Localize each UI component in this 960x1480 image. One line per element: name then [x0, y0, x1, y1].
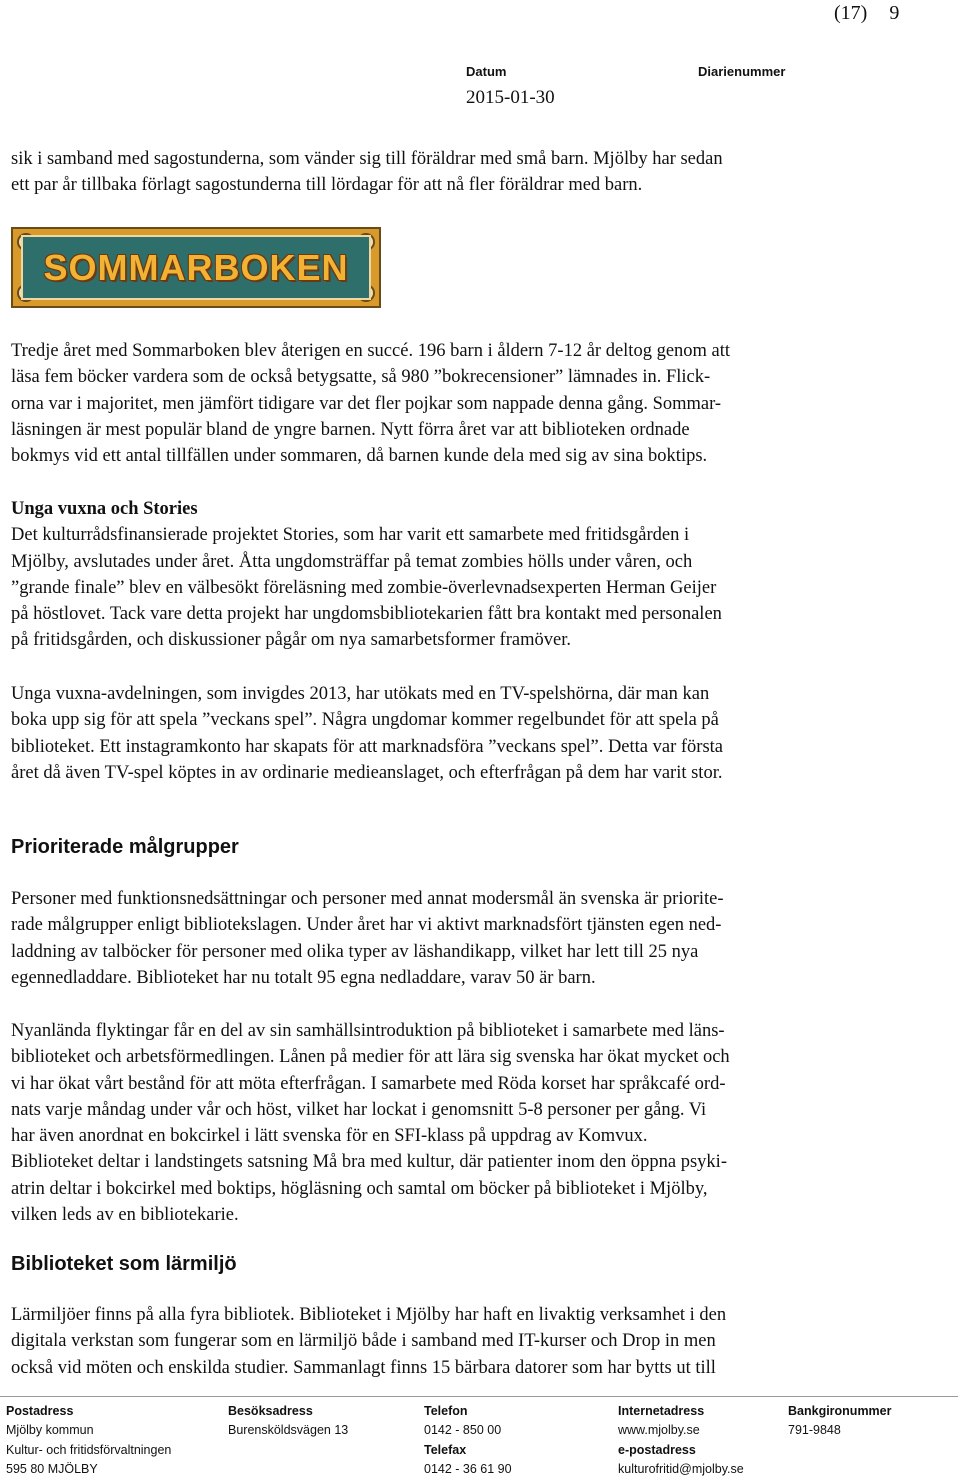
email-label: e-postadress	[618, 1442, 696, 1457]
fax-label: Telefax	[424, 1442, 467, 1457]
text-line: året då även TV-spel köptes in av ordinarie medieanslaget, och efterfrågan på dem har varit stor.	[11, 762, 723, 783]
text-line: vilken leds av en bibliotekarie.	[11, 1205, 239, 1226]
text-line: laddning av talböcker för personer med olika typer av läshandikapp, vilket har lett till 25 nya	[11, 941, 699, 962]
postal-line: Mjölby kommun	[6, 1423, 94, 1438]
stories-title: Unga vuxna och Stories	[11, 499, 198, 519]
page-number-header	[834, 2, 899, 25]
footer-web	[618, 1402, 744, 1480]
sommarboken-banner	[11, 227, 381, 308]
section-heading-prioritized-groups: Prioriterade målgrupper	[11, 836, 239, 858]
text-line: läsningen är mest populär bland de yngre barnen. Nytt förra året var att biblioteken ordnade	[11, 419, 690, 440]
text-line: biblioteket och arbetsförmedlingen. Lånen på medier för att lära sig svenska har ökat mycket och	[11, 1047, 730, 1068]
footer-postal	[6, 1402, 171, 1480]
text-line: digitala verkstan som fungerar som en lärmiljö både i samband med IT-kurser och Drop in men	[11, 1331, 716, 1352]
intro-paragraph	[11, 146, 911, 199]
text-line: ”grande finale” blev en välbesökt föreläsning med zombie-överlevnadsexperten Herman Geijer	[11, 577, 717, 598]
text-line: vi har ökat vårt bestånd för att möta efterfrågan. I samarbete med Röda korset har språkcafé ord-	[11, 1073, 726, 1094]
text-line: nats varje måndag under vår och höst, vilket har lockat i genomsnitt 5-8 personer per gång. Vi	[11, 1099, 707, 1120]
text-line: bokmys vid ett antal tillfällen under sommaren, då barnen kunde dela med sig av sina boktips.	[11, 446, 708, 467]
text-line: läsa fem böcker vardera som de också betygsatte, så 980 ”bokrecensioner” lämnades in. Flick-	[11, 367, 711, 388]
web-label: Internetadress	[618, 1404, 705, 1418]
fax-value: 0142 - 36 61 90	[424, 1462, 512, 1477]
text-line: Personer med funktionsnedsättningar och personer med annat modersmål än svenska är priorite-	[11, 889, 724, 909]
banner-logo-text: SOMMARBOKEN	[43, 247, 349, 288]
text-line: också vid möten och enskilda studier. Sammanlagt finns 15 bärbara datorer som har bytts ut till	[11, 1357, 716, 1378]
phone-value: 0142 - 850 00	[424, 1423, 502, 1438]
text-line: Det kulturrådsfinansierade projektet Stories, som har varit ett samarbete med fritidsgården i	[11, 525, 690, 546]
bankgiro-label: Bankgironummer	[788, 1404, 892, 1418]
date-label: Datum	[466, 64, 507, 79]
page-ref: (17)	[834, 2, 868, 24]
text-line: atrin deltar i bokcirkel med boktips, högläsning och samtal om böcker på biblioteket i Mjölby,	[11, 1178, 708, 1199]
text-line: boka upp sig för att spela ”veckans spel”. Några ungdomar kommer regelbundet för att spela på	[11, 710, 719, 731]
learning-environment-paragraph	[11, 1302, 911, 1381]
text-line: rade målgrupper enligt bibliotekslagen. Under året har vi aktivt marknadsfört tjänsten egen ned-	[11, 915, 722, 936]
text-line: har även anordnat en bokcirkel i lätt svenska för en SFI-klass på uppdrag av Komvux.	[11, 1126, 648, 1147]
text-line: Unga vuxna-avdelningen, som invigdes 2013, har utökats med en TV-spelshörna, där man kan	[11, 684, 710, 704]
footer-bankgiro	[788, 1402, 892, 1441]
date-value: 2015-01-30	[466, 87, 555, 108]
tv-games-paragraph	[11, 681, 911, 786]
postal-label: Postadress	[6, 1404, 74, 1418]
footer-phone	[424, 1402, 512, 1480]
visit-label: Besöksadress	[228, 1404, 313, 1418]
intro-line: sik i samband med sagostunderna, som vänder sig till föräldrar med små barn. Mjölby har sedan	[11, 149, 723, 169]
text-line: på höstlovet. Tack vare detta projekt har ungdomsbibliotekarien fått bra kontakt med personalen	[11, 604, 722, 625]
footer-visit	[228, 1402, 348, 1441]
text-line: biblioteket. Ett instagramkonto har skapats för att marknadsföra ”veckans spel”. Detta var första	[11, 736, 724, 757]
text-line: Mjölby, avslutades under året. Åtta ungdomsträffar på temat zombies hölls under våren, och	[11, 551, 693, 572]
text-line: Biblioteket deltar i landstingets satsning Må bra med kultur, där patienter inom den öppna psyki-	[11, 1152, 727, 1173]
email-link[interactable]: kulturofritid@mjolby.se	[618, 1462, 744, 1477]
page-number: 9	[889, 2, 900, 24]
intro-line: ett par år tillbaka förlagt sagostunderna till lördagar för att nå fler föräldrar med barn.	[11, 175, 643, 196]
postal-line: 595 80 MJÖLBY	[6, 1462, 98, 1477]
text-line: Nyanlända flyktingar får en del av sin samhällsintroduktion på biblioteket i samarbete med läns-	[11, 1021, 725, 1041]
text-line: på fritidsgården, och diskussioner pågår om nya samarbetsformer framöver.	[11, 630, 571, 651]
visit-value: Burensköldsvägen 13	[228, 1423, 349, 1438]
bankgiro-value: 791-9848	[788, 1423, 841, 1438]
prioritized-groups-paragraph	[11, 886, 911, 991]
text-line: egennedladdare. Biblioteket har nu totalt 95 egna nedladdare, varav 50 är barn.	[11, 967, 596, 988]
text-line: orna var i majoritet, men jämfört tidigare var det fler pojkar som nappade denna gång. Sommar-	[11, 393, 722, 414]
postal-line: Kultur- och fritidsförvaltningen	[6, 1442, 172, 1457]
text-line: Lärmiljöer finns på alla fyra bibliotek. Biblioteket i Mjölby har haft en livaktig verksamhet i den	[11, 1305, 727, 1325]
sommarboken-paragraph	[11, 338, 911, 469]
footer-divider	[0, 1396, 958, 1397]
text-line: Tredje året med Sommarboken blev återigen en succé. 196 barn i åldern 7-12 år deltog genom att	[11, 341, 731, 361]
phone-label: Telefon	[424, 1404, 468, 1418]
banner-panel	[21, 235, 371, 300]
web-link[interactable]: www.mjolby.se	[618, 1423, 700, 1438]
newcomers-paragraph	[11, 1018, 911, 1228]
section-heading-learning-environment: Biblioteket som lärmiljö	[11, 1253, 237, 1275]
registration-label: Diarienummer	[698, 64, 786, 79]
stories-paragraph	[11, 496, 911, 654]
